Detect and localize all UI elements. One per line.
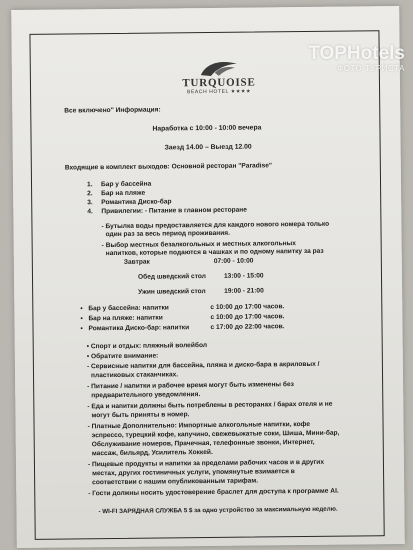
paper-sheet (11, 6, 405, 548)
intro-title: Все включено" Информация: (64, 106, 161, 115)
facility-item: Привилегии: - Питание в главном ресторане (101, 206, 247, 216)
bar-name: Романтика Диско-бар: напитки (88, 324, 190, 333)
rule-line: Обслуживание номеров, Прачечная, телефонные звонки, Интернет, (91, 438, 315, 449)
rule-line: соответствии с нашим опубликованным тарифам. (92, 477, 259, 487)
hotel-subtitle: BEACH HOTEL ★★★★ (187, 88, 252, 96)
rule-line: пластиковых стаканчиках. (90, 371, 179, 380)
working-hours: Наработка с 10:00 - 10:00 вечера (152, 124, 262, 133)
facility-item: Бар у бассейна (100, 180, 152, 189)
watermark-brand: TOPHotels (308, 43, 405, 64)
hotel-logo (179, 57, 259, 95)
meal-time: 13:00 - 15:00 (223, 272, 264, 280)
rule-line: - Еда и напитки должны быть потреблены в ресторанах / барах отеля и не (87, 400, 333, 411)
rule-line: - Питание / напитки и рабочее время могут быть изменены без (87, 381, 294, 391)
rule-line: • Спорт и отдых: пляжный волейбол (86, 342, 208, 351)
rule-line: массаж, бильярд, Усилитель Хоккей. (91, 448, 213, 458)
bar-name: Бар на пляже: напитки (88, 314, 163, 323)
meal-time: 07:00 - 10:00 (213, 257, 254, 265)
rule-line: предварительного уведомления. (91, 391, 201, 400)
rule-line: • Обратите внимание: (86, 352, 159, 361)
hotel-name: TURQUOISE (182, 76, 256, 90)
meal-time: 19:00 - 21:00 (224, 287, 264, 295)
facility-item: Бар на пляже (101, 189, 146, 198)
note-line: - Выбор местных безалкогольных и местных алкогольных (101, 240, 296, 250)
meal-name: Ужин шведский стол (138, 288, 206, 296)
facility-num: 1. (86, 181, 93, 189)
watermark-tagline: ФОТО ТУРИСТА (337, 64, 405, 73)
facility-num: 3. (87, 199, 93, 207)
checkin-checkout: Заезд 14.00 – Выезд 12.00 (164, 143, 252, 152)
note-line: напитков, которые подаются в чашках и по одному напитку за раз (105, 247, 324, 258)
note-line: - Бутылка воды предоставляется для каждого нового номера только (101, 220, 330, 231)
facility-num: 2. (87, 190, 93, 198)
meal-name: Завтрак (123, 258, 150, 266)
facility-item: Романтика Диско-бар (101, 198, 172, 207)
rule-line: - Платные Дополнительно: Импортные алкогольные напитки, кофе (87, 420, 311, 431)
bar-bullet: • (80, 325, 83, 333)
meal-name: Обед шведский стол (137, 273, 206, 281)
facility-num: 4. (87, 208, 93, 216)
rule-line: - Гости должны носить удостоверение браслет для доступа к программе AI. (88, 487, 339, 498)
bar-bullet: • (80, 315, 83, 323)
rule-line: - Пищевые продукты и напитки за пределами рабочих часов и в других (87, 458, 325, 469)
bar-hours: с 10:00 до 17:00 часов. (210, 313, 285, 321)
note-line: один раз за весь период проживания. (105, 229, 230, 239)
tophotels-logo-icon (308, 44, 405, 73)
rule-line: эспрессо, турецкий кофе, капучино, свежевыжатые соки, Шиша, Мини-бар, (91, 429, 340, 440)
bar-bullet: • (80, 305, 83, 313)
wifi-note: - WI-FI ЗАРЯДНАЯ СЛУЖБА 5 $ за одно устройство за максимальную неделю. (98, 505, 338, 516)
rule-line: могут быть приняты в номер. (91, 411, 190, 420)
rule-line: местах, других гостиничных услуги, упомянутые взимается в (92, 468, 295, 478)
turquoise-leaf-icon (197, 58, 241, 78)
bar-name: Бар у бассейна: напитки (88, 304, 169, 313)
bar-hours: с 10:00 до 17:00 часов. (210, 303, 285, 311)
rule-line: - Сервисные напитки для бассейна, пляжа и диско-бара в акриловых / (86, 360, 320, 371)
bar-hours: с 17:00 до 22:00 часов. (210, 323, 285, 331)
main-restaurant: Входящие в комплект выходов: Основной ресторан "Paradise" (64, 162, 273, 172)
